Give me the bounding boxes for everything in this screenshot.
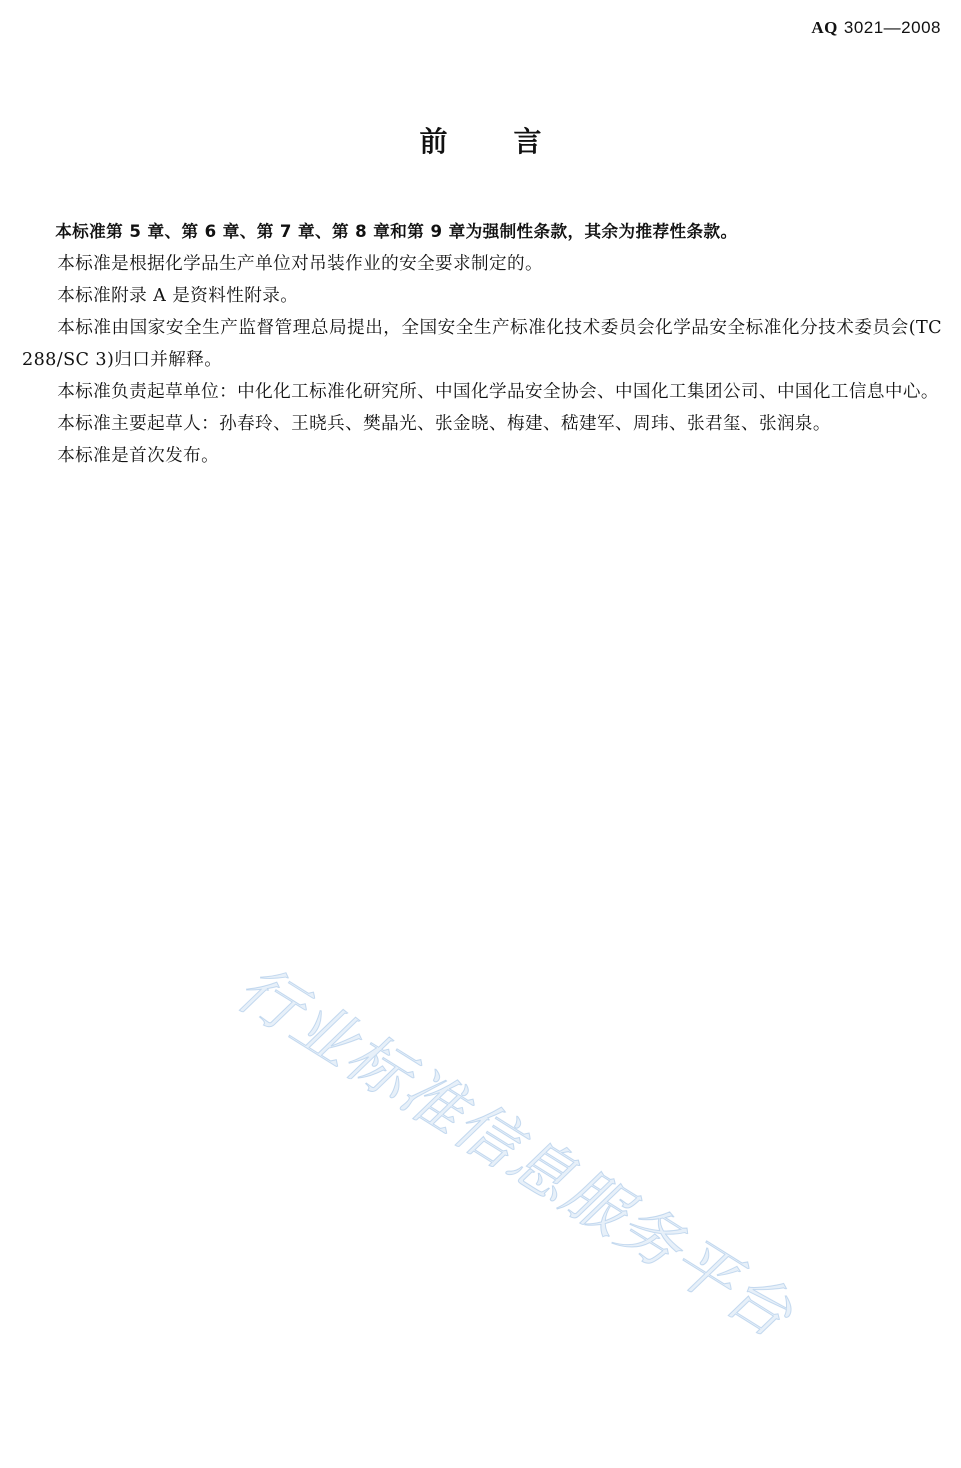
appendix-paragraph: 本标准附录 A 是资料性附录。 (57, 286, 299, 306)
drafters-paragraph: 本标准主要起草人：孙春玲、王晓兵、樊晶光、张金晓、梅建、嵇建军、周玮、张君玺、张润泉。 (57, 414, 831, 434)
basis-paragraph: 本标准是根据化学品生产单位对吊装作业的安全要求制定的。 (57, 254, 544, 274)
mandatory-clauses-paragraph: 本标准第 5 章、第 6 章、第 7 章、第 8 章和第 9 章为强制性条款，其余为推荐性条款。 (55, 222, 738, 241)
standard-code-prefix: AQ (811, 18, 838, 37)
page-title (0, 120, 961, 160)
first-release-paragraph: 本标准是首次发布。 (57, 446, 220, 466)
foreword-body (22, 216, 942, 472)
title-char-1: 前 (419, 125, 448, 158)
proposer-paragraph: 本标准由国家安全生产监督管理总局提出，全国安全生产标准化技术委员会化学品安全标准化分技术委员会(TC 288/SC 3)归口并解释。 (22, 318, 942, 370)
standard-code-number: 3021—2008 (843, 18, 941, 37)
title-char-2: 言 (513, 125, 542, 158)
standard-code (811, 18, 941, 38)
watermark-text: 行业标准信息服务平台 (224, 951, 806, 1353)
drafting-units-paragraph: 本标准负责起草单位：中化化工标准化研究所、中国化学品安全协会、中国化工集团公司、中国化工信息中心。 (57, 382, 939, 402)
